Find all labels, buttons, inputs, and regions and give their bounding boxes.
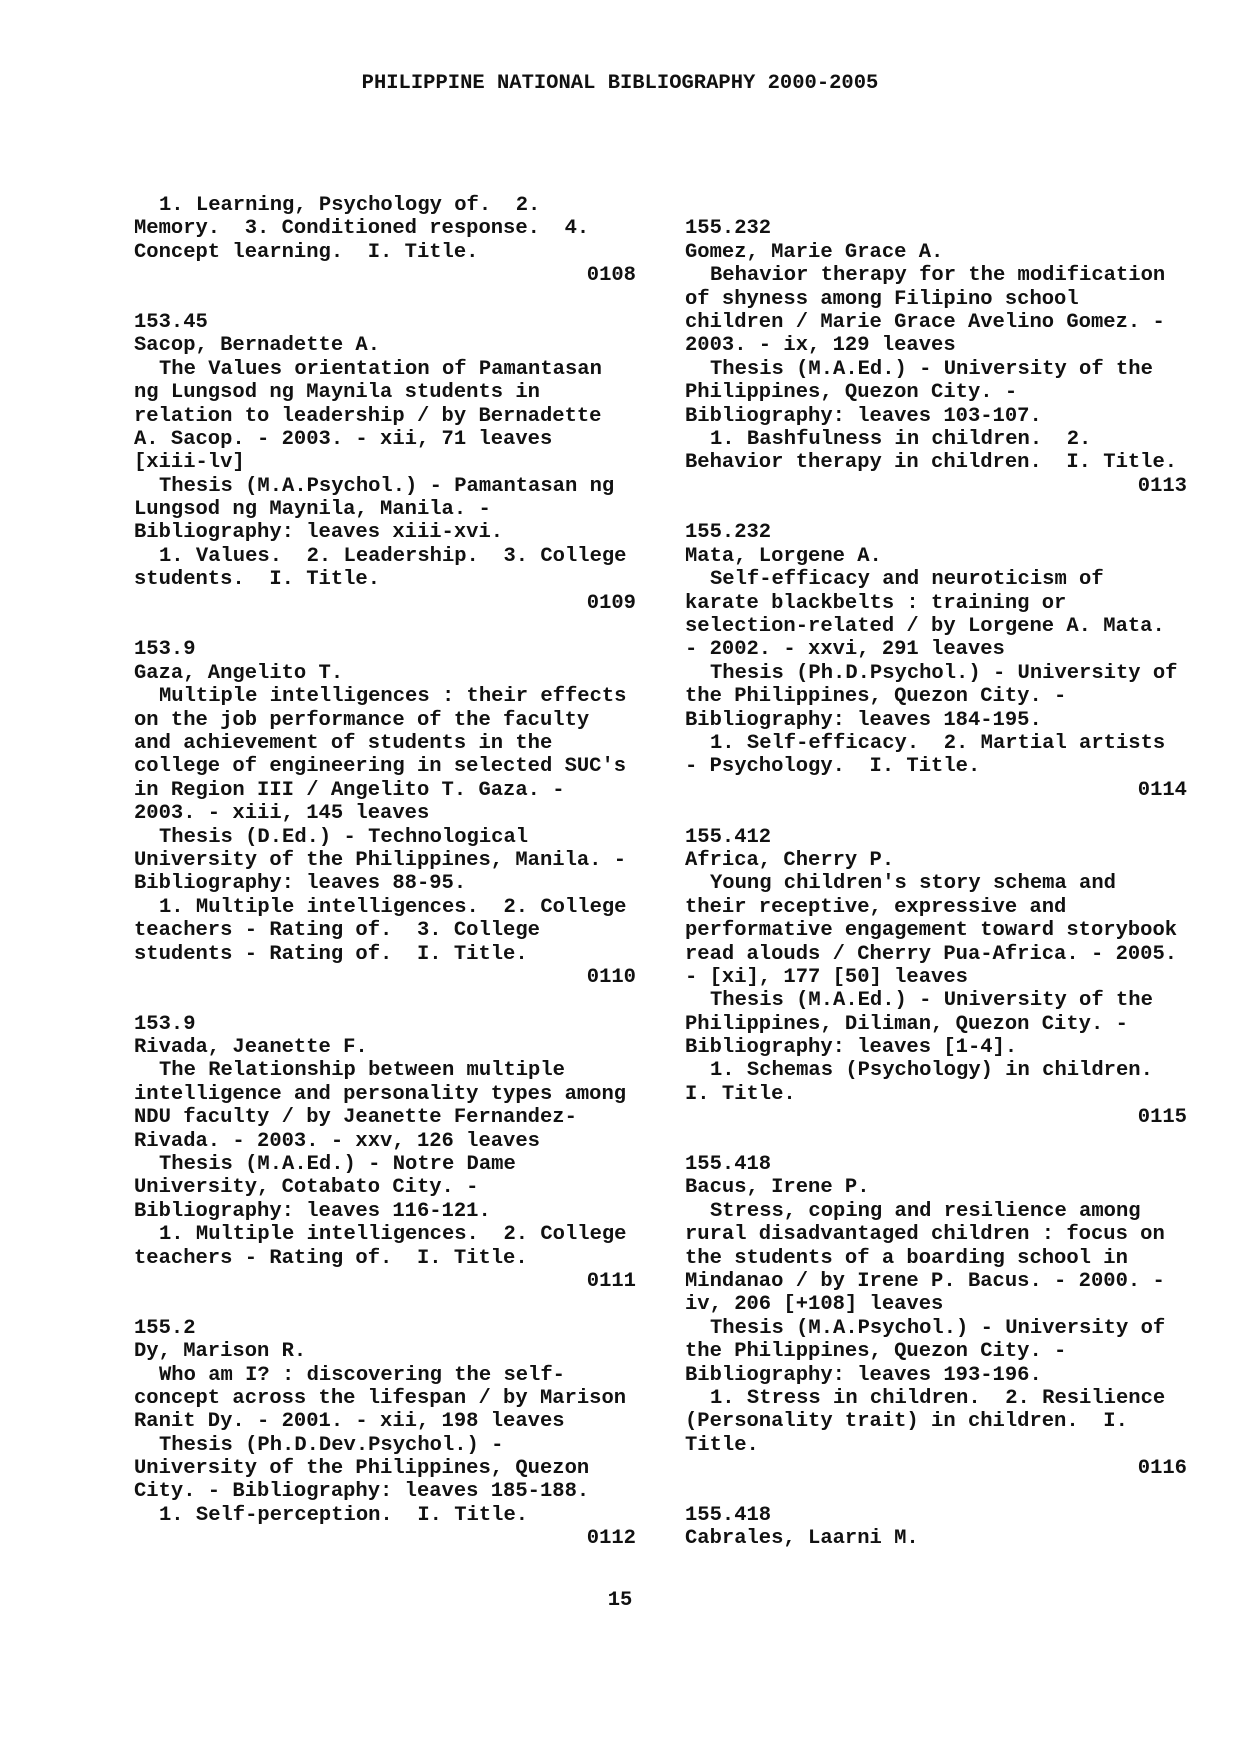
entry-separator <box>134 288 636 311</box>
bibliography-line: [xiii-lv] <box>134 451 245 475</box>
bibliography-line: Lungsod ng Maynila, Manila. - <box>134 498 491 522</box>
bibliography-line: college of engineering in selected SUC's <box>134 755 627 779</box>
bibliography-line: University of the Philippines, Manila. - <box>134 848 627 872</box>
bibliography-line: 153.45 <box>134 310 208 334</box>
bibliography-line: The Values orientation of Pamantasan <box>159 357 602 381</box>
bibliography-line: Bibliography: leaves 116-121. <box>134 1199 491 1223</box>
bibliography-line: Africa, Cherry P. <box>685 848 895 872</box>
entry-separator <box>685 1130 1187 1153</box>
bibliography-line: Bibliography: leaves [1-4]. <box>685 1036 1018 1060</box>
bibliography-line: karate blackbelts : training or <box>685 591 1067 615</box>
bibliography-line: the students of a boarding school in <box>685 1246 1128 1270</box>
entry-separator <box>685 498 1187 521</box>
bibliography-line: 153.9 <box>134 1012 196 1036</box>
bibliography-line: the Philippines, Quezon City. - <box>685 685 1067 709</box>
bibliography-line: 1. Schemas (Psychology) in children. <box>710 1059 1153 1083</box>
bibliography-line: children / Marie Grace Avelino Gomez. - <box>685 310 1165 334</box>
bibliography-line: Thesis (D.Ed.) - Technological <box>159 825 529 849</box>
bibliography-line: - Psychology. I. Title. <box>685 755 981 779</box>
bibliography-line: 155.412 <box>685 825 772 849</box>
bibliography-line: selection-related / by Lorgene A. Mata. <box>685 615 1165 639</box>
bibliography-line: Young children's story schema and <box>710 872 1116 896</box>
bibliography-line: Thesis (M.A.Ed.) - University of the <box>710 357 1153 381</box>
bibliography-line: Thesis (Ph.D.Psychol.) - University of <box>710 661 1178 685</box>
bibliography-line: Cabrales, Laarni M. <box>685 1527 919 1551</box>
bibliography-line: 155.232 <box>685 521 772 545</box>
bibliography-line: Thesis (M.A.Ed.) - Notre Dame <box>159 1153 516 1177</box>
bibliography-line: (Personality trait) in children. I. <box>685 1410 1128 1434</box>
entry-number: 0115 <box>1137 1106 1187 1130</box>
bibliography-line: Bibliography: leaves 193-196. <box>685 1363 1042 1387</box>
left-column <box>134 194 636 1551</box>
entry-separator <box>134 989 636 1012</box>
bibliography-line: 153.9 <box>134 638 196 662</box>
bibliography-line: teachers - Rating of. 3. College <box>134 919 540 943</box>
bibliography-line: teachers - Rating of. I. Title. <box>134 1246 528 1270</box>
bibliography-line: University, Cotabato City. - <box>134 1176 479 1200</box>
bibliography-line: Ranit Dy. - 2001. - xii, 198 leaves <box>134 1410 565 1434</box>
bibliography-line: 155.232 <box>685 217 772 241</box>
right-column <box>685 194 1187 1551</box>
bibliography-line: Philippines, Quezon City. - <box>685 381 1018 405</box>
bibliography-line: Mindanao / by Irene P. Bacus. - 2000. - <box>685 1269 1165 1293</box>
bibliography-line: Who am I? : discovering the self- <box>159 1363 565 1387</box>
bibliography-line: students - Rating of. I. Title. <box>134 942 528 966</box>
bibliography-line: 2003. - xiii, 145 leaves <box>134 802 430 826</box>
bibliography-line: intelligence and personality types among <box>134 1082 627 1106</box>
bibliography-line: Bibliography: leaves 88-95. <box>134 872 467 896</box>
bibliography-line: A. Sacop. - 2003. - xii, 71 leaves <box>134 427 553 451</box>
bibliography-line: 155.418 <box>685 1503 772 1527</box>
bibliography-line: their receptive, expressive and <box>685 895 1067 919</box>
bibliography-line: The Relationship between multiple <box>159 1059 565 1083</box>
bibliography-line: performative engagement toward storybook <box>685 919 1178 943</box>
entry-number: 0108 <box>586 264 636 288</box>
entry-separator <box>685 194 1187 217</box>
bibliography-line: 1. Self-perception. I. Title. <box>159 1503 529 1527</box>
bibliography-line: Philippines, Diliman, Quezon City. - <box>685 1012 1128 1036</box>
bibliography-line: 2003. - ix, 129 leaves <box>685 334 956 358</box>
entry-separator <box>134 1293 636 1316</box>
bibliography-line: 1. Learning, Psychology of. 2. <box>159 194 541 217</box>
bibliography-line: rural disadvantaged children : focus on <box>685 1223 1165 1247</box>
entry-separator <box>685 1480 1187 1503</box>
bibliography-line: 1. Multiple intelligences. 2. College <box>159 895 627 919</box>
bibliography-line: and achievement of students in the <box>134 731 553 755</box>
entry-separator <box>685 802 1187 825</box>
bibliography-line: students. I. Title. <box>134 568 381 592</box>
bibliography-line: Gomez, Marie Grace A. <box>685 240 944 264</box>
bibliography-line: Multiple intelligences : their effects <box>159 685 627 709</box>
entry-number: 0111 <box>586 1269 636 1293</box>
bibliography-line: Behavior therapy for the modification <box>710 264 1166 288</box>
bibliography-line: - 2002. - xxvi, 291 leaves <box>685 638 1005 662</box>
bibliography-line: Concept learning. I. Title. <box>134 240 479 264</box>
bibliography-line: Bibliography: leaves xiii-xvi. <box>134 521 504 545</box>
bibliography-line: 155.2 <box>134 1316 196 1340</box>
bibliography-line: Memory. 3. Conditioned response. 4. <box>134 217 590 241</box>
bibliography-line: Gaza, Angelito T. <box>134 661 344 685</box>
bibliography-line: Dy, Marison R. <box>134 1340 307 1364</box>
bibliography-line: the Philippines, Quezon City. - <box>685 1340 1067 1364</box>
bibliography-line: Thesis (Ph.D.Dev.Psychol.) - <box>159 1433 504 1457</box>
bibliography-line: read alouds / Cherry Pua-Africa. - 2005. <box>685 942 1178 966</box>
entry-number: 0110 <box>586 965 636 989</box>
entry-number: 0113 <box>1137 474 1187 498</box>
bibliography-line: Thesis (M.A.Ed.) - University of the <box>710 989 1153 1013</box>
bibliography-line: Title. <box>685 1433 759 1457</box>
bibliography-line: 1. Values. 2. Leadership. 3. College <box>159 544 627 568</box>
bibliography-line: ng Lungsod ng Maynila students in <box>134 381 540 405</box>
bibliography-line: Stress, coping and resilience among <box>710 1199 1141 1223</box>
bibliography-line: Bibliography: leaves 103-107. <box>685 404 1042 428</box>
bibliography-line: 155.418 <box>685 1153 772 1177</box>
bibliography-line: NDU faculty / by Jeanette Fernandez- <box>134 1106 577 1130</box>
bibliography-line: Mata, Lorgene A. <box>685 544 882 568</box>
bibliography-line: Rivada. - 2003. - xxv, 126 leaves <box>134 1129 540 1153</box>
bibliography-line: iv, 206 [+108] leaves <box>685 1293 944 1317</box>
bibliography-line: Thesis (M.A.Psychol.) - Pamantasan ng <box>159 474 615 498</box>
bibliography-line: Bibliography: leaves 184-195. <box>685 708 1042 732</box>
page-number: 15 <box>607 1589 633 1612</box>
bibliography-line: Thesis (M.A.Psychol.) - University of <box>710 1316 1166 1340</box>
bibliography-line: City. - Bibliography: leaves 185-188. <box>134 1480 590 1504</box>
bibliography-line: Behavior therapy in children. I. Title. <box>685 451 1178 475</box>
bibliography-line: 1. Self-efficacy. 2. Martial artists <box>710 731 1166 755</box>
bibliography-line: Bacus, Irene P. <box>685 1176 870 1200</box>
bibliography-line: Self-efficacy and neuroticism of <box>710 568 1104 592</box>
bibliography-line: on the job performance of the faculty <box>134 708 590 732</box>
bibliography-line: relation to leadership / by Bernadette <box>134 404 602 428</box>
bibliography-line: in Region III / Angelito T. Gaza. - <box>134 778 565 802</box>
entry-number: 0116 <box>1137 1457 1187 1481</box>
bibliography-line: Rivada, Jeanette F. <box>134 1036 368 1060</box>
bibliography-line: 1. Stress in children. 2. Resilience <box>710 1386 1166 1410</box>
entry-number: 0114 <box>1137 778 1187 802</box>
bibliography-line: I. Title. <box>685 1082 796 1106</box>
bibliography-line: University of the Philippines, Quezon <box>134 1457 590 1481</box>
entry-number: 0109 <box>586 591 636 615</box>
bibliography-line: concept across the lifespan / by Marison <box>134 1386 627 1410</box>
running-header: PHILIPPINE NATIONAL BIBLIOGRAPHY 2000-2005 <box>361 72 879 95</box>
bibliography-line: - [xi], 177 [50] leaves <box>685 965 968 989</box>
bibliography-line: 1. Bashfulness in children. 2. <box>710 427 1092 451</box>
bibliography-line: Sacop, Bernadette A. <box>134 334 381 358</box>
entry-separator <box>134 615 636 638</box>
bibliography-line: 1. Multiple intelligences. 2. College <box>159 1223 627 1247</box>
entry-number: 0112 <box>586 1527 636 1551</box>
bibliography-line: of shyness among Filipino school <box>685 287 1079 311</box>
